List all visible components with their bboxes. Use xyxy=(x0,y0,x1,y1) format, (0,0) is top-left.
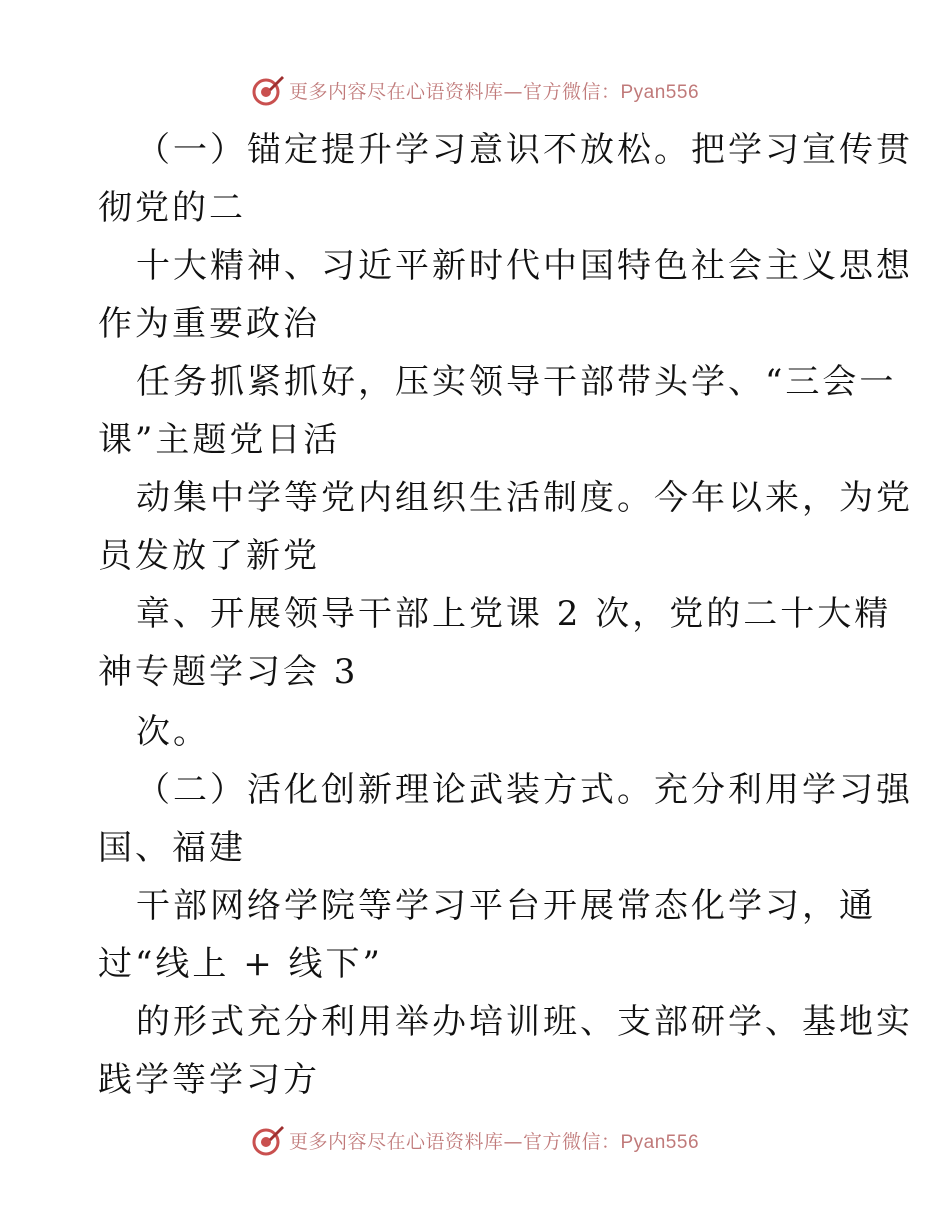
text-line: （一）锚定提升学习意识不放松。把学习宣传贯 xyxy=(136,130,913,170)
text-line: 国、福建 xyxy=(98,828,246,868)
text-line: 践学等学习方 xyxy=(98,1060,320,1100)
text-line: 章、开展领导干部上党课 2 次，党的二十大精 xyxy=(136,594,892,634)
text-line: 作为重要政治 xyxy=(98,304,320,344)
text-line: 十大精神、习近平新时代中国特色社会主义思想 xyxy=(136,246,913,286)
watermark-text: 更多内容尽在心语资料库—官方微信： xyxy=(288,80,621,103)
text-line: 员发放了新党 xyxy=(98,536,320,576)
pen-logo-icon xyxy=(251,1123,285,1157)
text-line: （二）活化创新理论武装方式。充分利用学习强 xyxy=(136,770,913,810)
text-line: 课”主题党日活 xyxy=(98,420,341,460)
watermark-wechat-id: Pyan556 xyxy=(620,81,700,103)
watermark-text: 更多内容尽在心语资料库—官方微信： xyxy=(288,1130,621,1153)
text-line: 动集中学等党内组织生活制度。今年以来，为党 xyxy=(136,478,913,518)
text-line: 过“线上 + 线下” xyxy=(98,944,383,984)
text-line: 的形式充分利用举办培训班、支部研学、基地实 xyxy=(136,1002,913,1042)
text-line: 彻党的二 xyxy=(98,188,246,228)
text-line: 任务抓紧抓好，压实领导干部带头学、“三会一 xyxy=(136,362,897,402)
text-line: 次。 xyxy=(136,712,210,752)
footer-watermark xyxy=(0,1120,950,1160)
text-line: 神专题学习会 3 xyxy=(98,652,359,692)
watermark-wechat-id: Pyan556 xyxy=(620,1131,700,1153)
text-line: 干部网络学院等学习平台开展常态化学习，通 xyxy=(136,886,876,926)
